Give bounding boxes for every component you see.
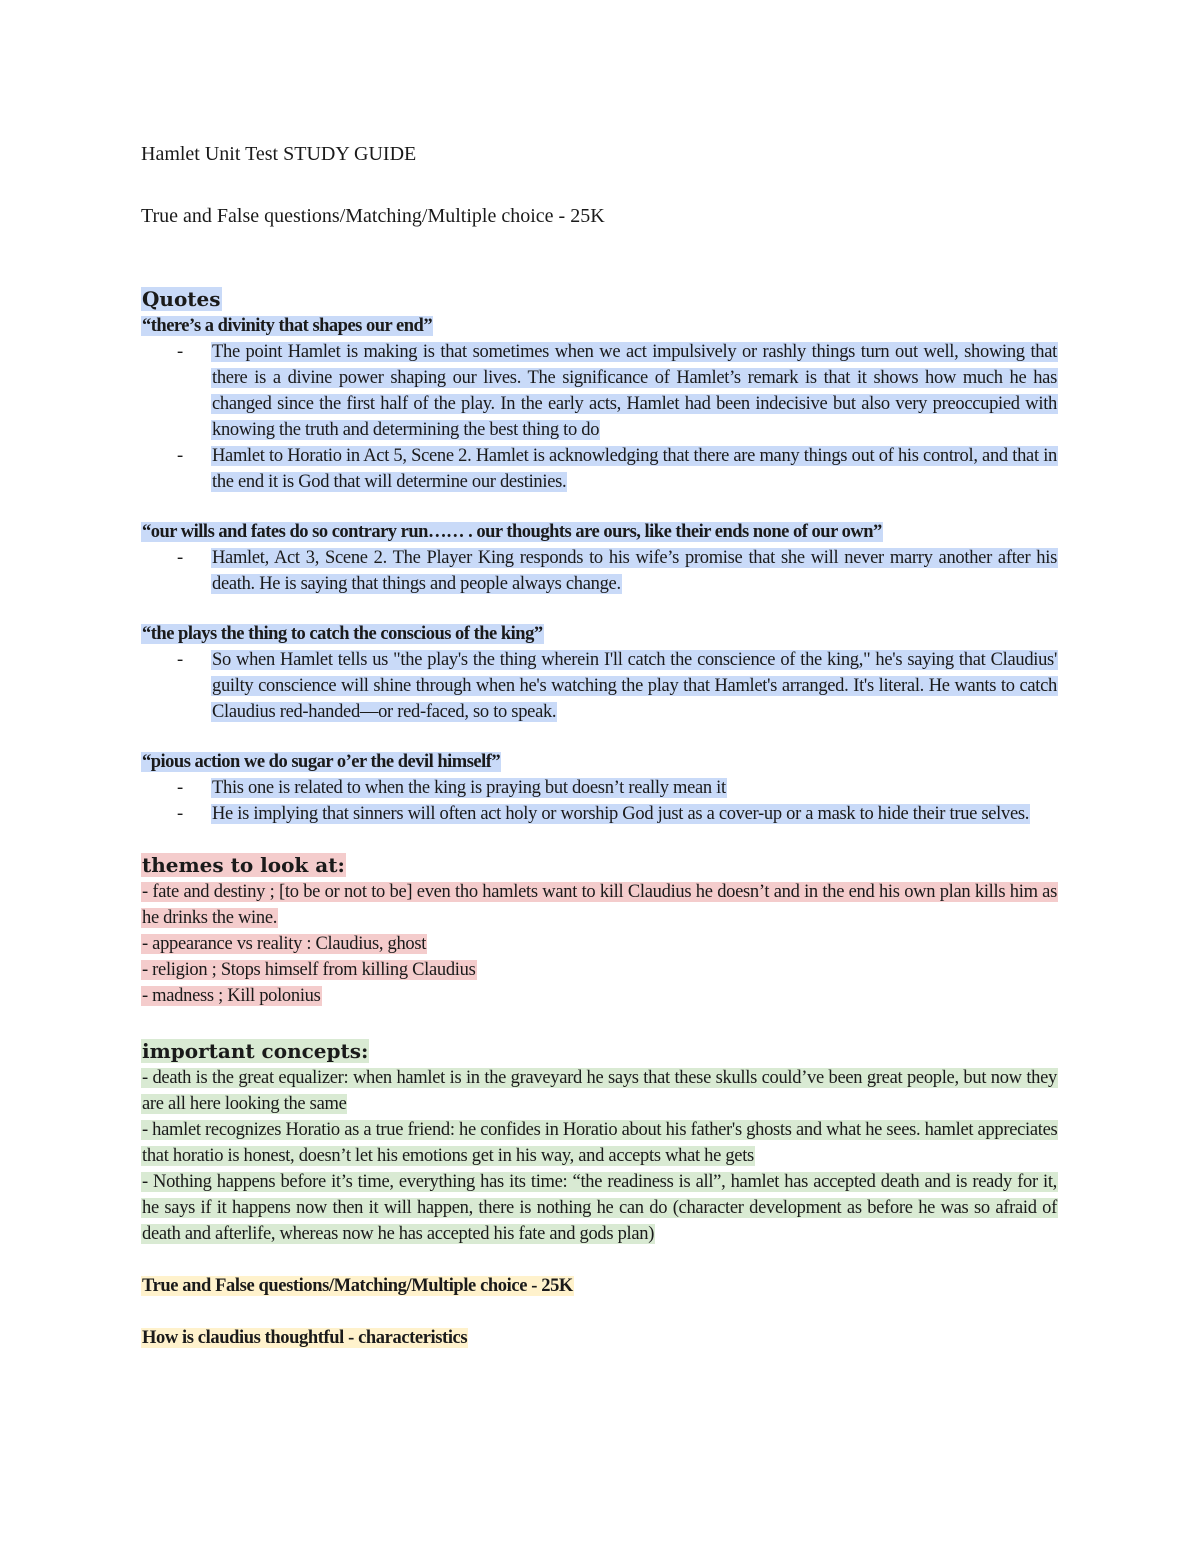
theme-item: - fate and destiny ; [to be or not to be] even tho hamlets want to kill Claudius he doesn’t and in the end his own plan kills him as he drinks the wine.: [142, 882, 1057, 928]
bullet-dash: -: [177, 342, 183, 362]
quote-note: [141, 545, 1058, 597]
bullet-dash: -: [177, 446, 183, 466]
quote-notes-list: [141, 339, 1058, 495]
quote-note-text: So when Hamlet tells us "the play's the thing wherein I'll catch the conscience of the king," he's saying that Claudius' guilty conscience will shine through when he's watching the play that Hamlet's arranged. It's literal. He wants to catch Claudius red-handed—or red-faced, so to speak.: [212, 650, 1057, 722]
theme-item: - madness ; Kill polonius: [142, 986, 321, 1006]
quote-notes-list: [141, 775, 1058, 827]
quotes-section: [141, 285, 1058, 827]
quote-block: [141, 519, 1058, 597]
quote-note-text: He is implying that sinners will often act holy or worship God just as a cover-up or a mask to hide their true selves.: [212, 804, 1030, 824]
quote-title: “pious action we do sugar o’er the devil himself”: [142, 752, 501, 772]
concepts-heading: important concepts:: [142, 1039, 369, 1063]
quote-note-text: The point Hamlet is making is that sometimes when we act impulsively or rashly things turn out well, showing that there is a divine power shaping our lives. The significance of Hamlet’s remark is that it shows how much he has changed since the first half of the play. In the early acts, Hamlet had been indecisive but also very preoccupied with knowing the truth and determining the best thing to do: [212, 342, 1057, 440]
quote-note: [141, 801, 1058, 827]
quote-block: [141, 749, 1058, 827]
quote-title: “the plays the thing to catch the conscious of the king”: [142, 624, 543, 644]
footer-test-format: True and False questions/Matching/Multiple choice - 25K: [142, 1276, 573, 1296]
bullet-dash: -: [177, 804, 183, 824]
quote-block: [141, 621, 1058, 725]
quote-note: [141, 443, 1058, 495]
quote-block: [141, 313, 1058, 495]
concept-item: - death is the great equalizer: when hamlet is in the graveyard he says that these skulls could’ve been great people, but now they are all here looking the same: [142, 1068, 1057, 1114]
bullet-dash: -: [177, 778, 183, 798]
themes-section: [141, 851, 1058, 1009]
quote-note-text: Hamlet, Act 3, Scene 2. The Player King responds to his wife’s promise that she will never marry another after his death. He is saying that things and people always change.: [212, 548, 1057, 594]
quote-note: [141, 339, 1058, 443]
quote-note: [141, 647, 1058, 725]
quote-note: [141, 775, 1058, 801]
bullet-dash: -: [177, 650, 183, 670]
quote-notes-list: [141, 545, 1058, 597]
quote-title: “there’s a divinity that shapes our end”: [142, 316, 433, 336]
bullet-dash: -: [177, 548, 183, 568]
quote-title: “our wills and fates do so contrary run…… . our thoughts are ours, like their ends none of our own”: [142, 522, 882, 542]
concept-item: - Nothing happens before it’s time, everything has its time: “the readiness is all”, hamlet has accepted death and is ready for it, he says if it happens now then it will happen, there is nothing he can do (character development as before he was so afraid of death and afterlife, whereas now he has accepted his fate and gods plan): [142, 1172, 1057, 1244]
document-title: Hamlet Unit Test STUDY GUIDE: [141, 143, 417, 165]
quote-notes-list: [141, 647, 1058, 725]
concepts-section: [141, 1037, 1058, 1247]
themes-heading: themes to look at:: [142, 853, 345, 877]
footer-question: How is claudius thoughtful - characteristics: [142, 1328, 468, 1348]
quote-note-text: Hamlet to Horatio in Act 5, Scene 2. Hamlet is acknowledging that there are many things out of his control, and that in the end it is God that will determine our destinies.: [212, 446, 1057, 492]
quotes-heading: Quotes: [142, 287, 221, 311]
document-subtitle: True and False questions/Matching/Multiple choice - 25K: [141, 205, 605, 227]
concept-item: - hamlet recognizes Horatio as a true friend: he confides in Horatio about his father's ghosts and what he sees. hamlet appreciates that horatio is honest, doesn’t let his emotions get in his way, and accepts what he gets: [142, 1120, 1058, 1166]
theme-item: - religion ; Stops himself from killing Claudius: [142, 960, 476, 980]
quote-note-text: This one is related to when the king is praying but doesn’t really mean it: [212, 778, 726, 798]
theme-item: - appearance vs reality : Claudius, ghost: [142, 934, 427, 954]
